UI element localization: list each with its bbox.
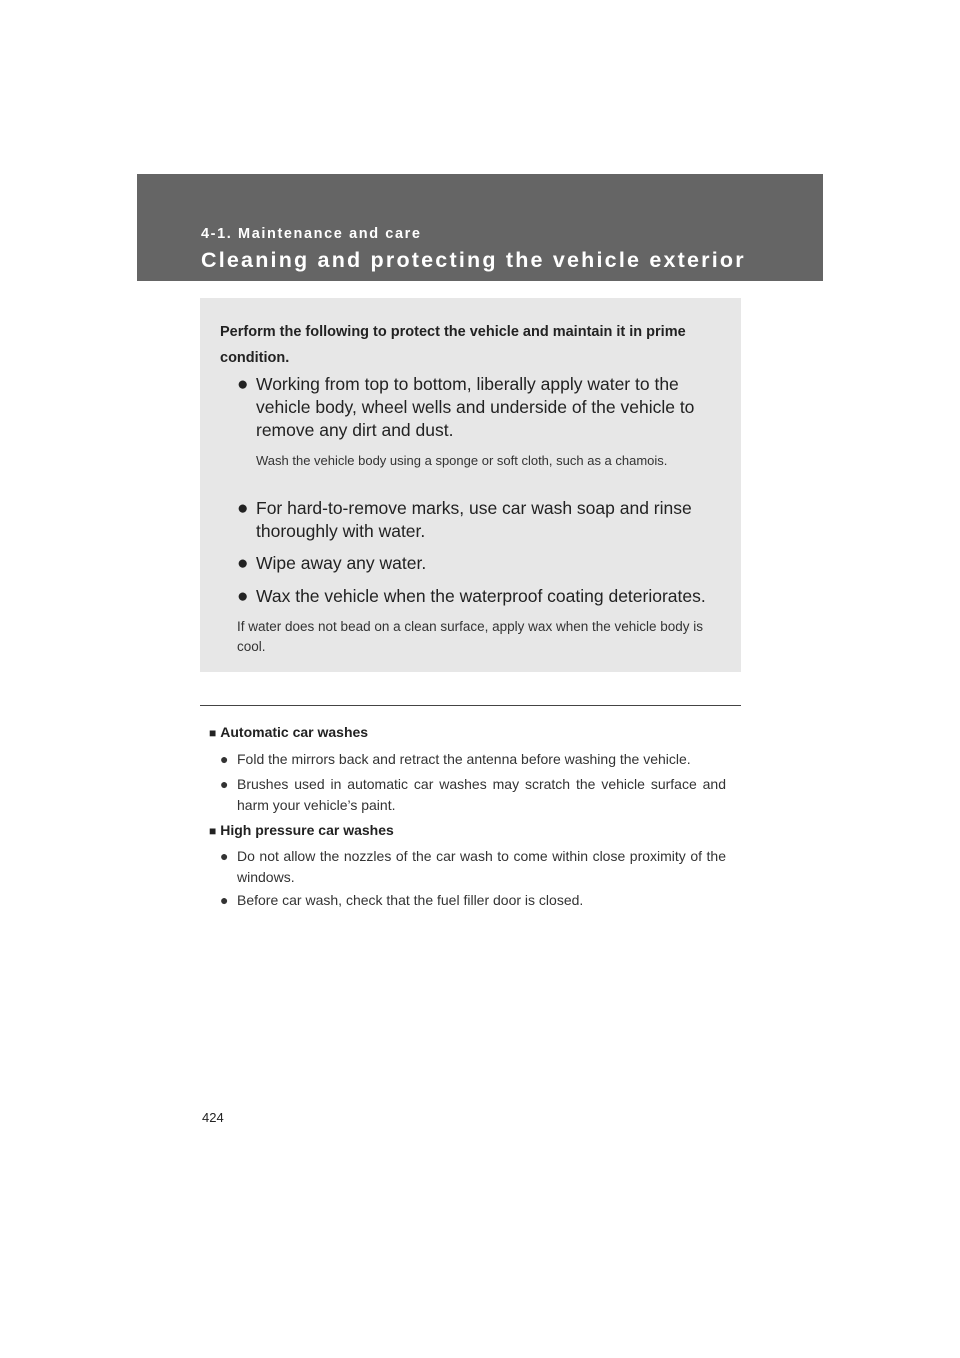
note-heading	[209, 820, 394, 841]
bullet-item	[237, 497, 727, 543]
page-title: Cleaning and protecting the vehicle exterior	[201, 248, 746, 272]
divider	[200, 705, 741, 706]
note-item	[220, 749, 726, 770]
bullet-icon: ●	[237, 374, 249, 395]
bullet-item	[237, 552, 727, 575]
note-item-text: Do not allow the nozzles of the car wash to come within close proximity of the windows.	[237, 848, 726, 885]
bullet-item	[237, 373, 727, 442]
note-item-text: Fold the mirrors back and retract the antenna before washing the vehicle.	[237, 751, 691, 767]
note-heading	[209, 722, 368, 743]
bullet-icon: ●	[220, 776, 229, 792]
note-item	[220, 890, 726, 911]
bullet-text: For hard-to-remove marks, use car wash soap and rinse thoroughly with water.	[256, 498, 692, 541]
note-item	[220, 774, 726, 816]
intro-text: Perform the following to protect the vehicle and maintain it in prime condition.	[220, 324, 686, 366]
note-heading-text: High pressure car washes	[220, 822, 394, 838]
chapter-header	[137, 174, 823, 281]
square-bullet-icon: ■	[209, 824, 217, 838]
bullet-text: Wax the vehicle when the waterproof coating deteriorates.	[256, 586, 706, 606]
bullet-text: Working from top to bottom, liberally apply water to the vehicle body, wheel wells and underside of the vehicle to remove any dirt and dust.	[256, 374, 695, 440]
note-item-text: Brushes used in automatic car washes may scratch the vehicle surface and harm your vehicle’s paint.	[237, 776, 726, 813]
bullet-icon: ●	[237, 498, 249, 519]
bullet-icon: ●	[237, 586, 249, 607]
section-label: 4-1. Maintenance and care	[201, 226, 422, 242]
note-heading-text: Automatic car washes	[220, 724, 369, 740]
bullet-icon: ●	[237, 553, 249, 574]
bullet-subnote: Wash the vehicle body using a sponge or soft cloth, such as a chamois.	[256, 453, 668, 468]
bullet-item	[237, 585, 727, 608]
page-number: 424	[202, 1110, 224, 1125]
bullet-icon: ●	[220, 892, 229, 908]
bullet-icon: ●	[220, 751, 229, 767]
instruction-box	[200, 298, 741, 672]
bullet-icon: ●	[220, 848, 229, 864]
note-item-text: Before car wash, check that the fuel filler door is closed.	[237, 892, 584, 908]
note-item	[220, 846, 726, 888]
closing-note: If water does not bead on a clean surface, apply wax when the vehicle body is cool.	[237, 619, 704, 654]
bullet-text: Wipe away any water.	[256, 553, 427, 573]
square-bullet-icon: ■	[209, 726, 217, 740]
